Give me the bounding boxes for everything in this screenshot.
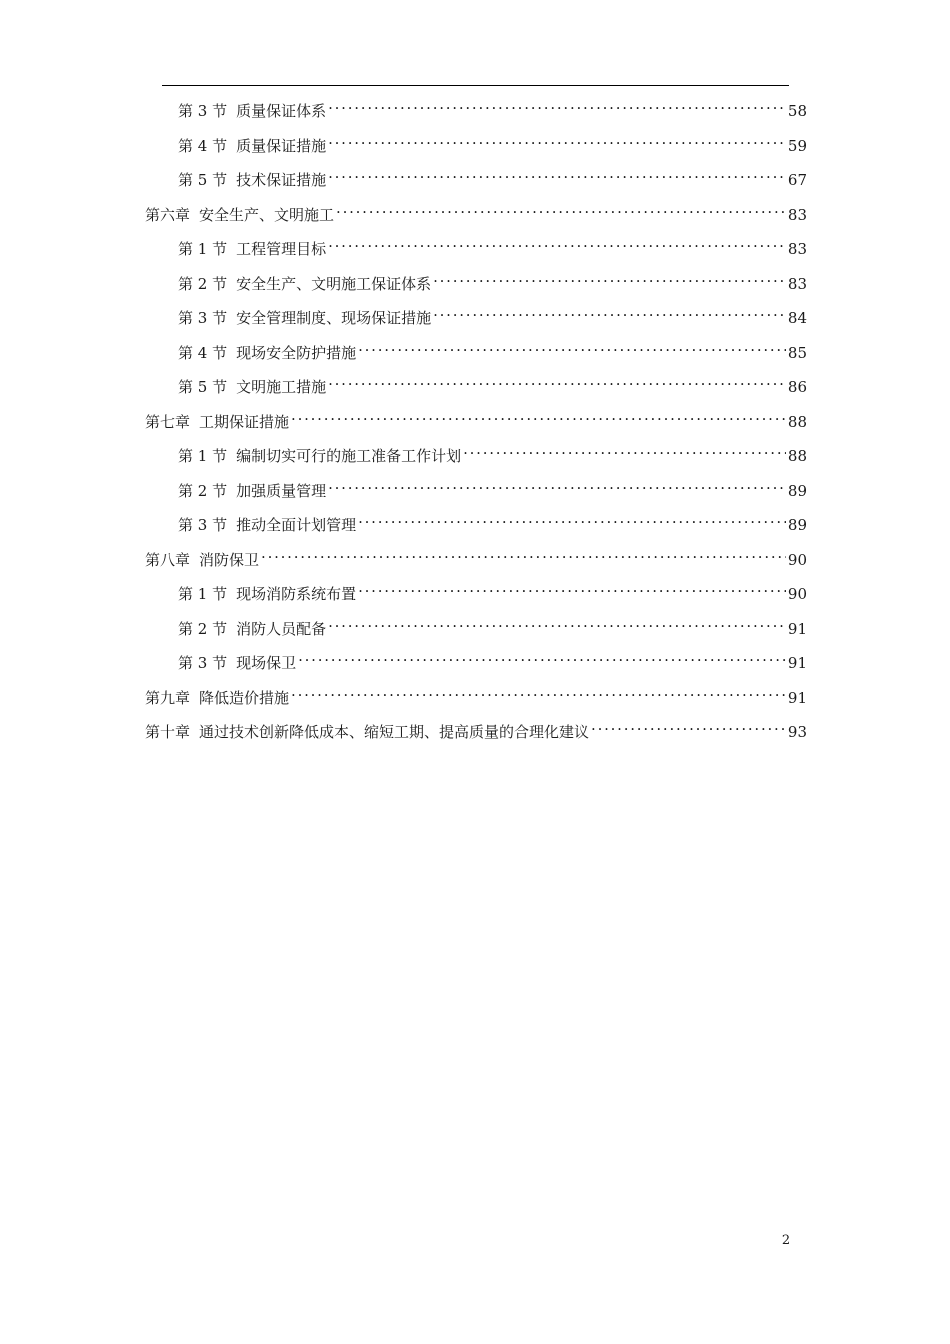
toc-dot-leader [326,368,786,392]
toc-dot-leader [334,196,786,220]
toc-section-entry[interactable] [178,644,807,672]
toc-entry-page: 83 [786,237,807,261]
toc-section-entry[interactable] [178,437,807,465]
toc-section-entry[interactable] [178,368,807,396]
toc-section-entry[interactable] [178,161,807,189]
toc-entry-title: 质量保证体系 [236,102,327,120]
toc-entry-page: 90 [786,548,807,572]
toc-entry-title: 降低造价措施 [199,688,290,707]
toc-entry-title: 安全生产、文明施工保证体系 [236,274,432,293]
toc-dot-leader [431,299,786,323]
toc-entry-number: 第 4 节 [178,343,228,362]
toc-entry-title: 安全管理制度、现场保证措施 [236,309,432,327]
toc-entry-page: 88 [786,444,807,468]
toc-entry-number: 第 1 节 [178,240,228,258]
toc-dot-leader [356,334,786,358]
toc-section-entry[interactable] [178,610,807,638]
toc-section-entry[interactable] [178,299,807,327]
toc-dot-leader [296,644,786,668]
toc-entry-page: 91 [786,686,807,710]
toc-dot-leader [326,92,786,116]
toc-entry-title: 安全生产、文明施工 [199,205,335,224]
toc-section-entry[interactable] [178,265,807,293]
toc-dot-leader [589,713,786,737]
toc-chapter-entry[interactable] [145,196,807,224]
toc-entry-number: 第 3 节 [178,654,228,672]
toc-entry-page: 89 [786,479,807,503]
toc-section-entry[interactable] [178,230,807,258]
toc-entry-title: 技术保证措施 [236,171,327,189]
toc-entry-title: 加强质量管理 [236,481,327,500]
toc-entry-number: 第八章 [145,550,191,569]
toc-entry-page: 89 [786,513,807,537]
toc-entry-number: 第 1 节 [178,585,228,603]
toc-entry-title: 工程管理目标 [236,240,327,258]
toc-entry-number: 第 3 节 [178,102,228,120]
toc-entry-page: 93 [786,720,807,744]
toc-section-entry[interactable] [178,472,807,500]
toc-entry-title: 文明施工措施 [236,378,327,396]
toc-dot-leader [326,230,786,254]
toc-chapter-entry[interactable] [145,679,807,707]
toc-section-entry[interactable] [178,92,807,120]
toc-entry-number: 第 2 节 [178,481,228,500]
toc-entry-title: 现场安全防护措施 [236,343,357,362]
toc-dot-leader [289,403,786,427]
toc-entry-page: 59 [786,134,807,158]
toc-entry-page: 84 [786,306,807,330]
toc-entry-page: 67 [786,168,807,192]
toc-dot-leader [356,575,786,599]
toc-entry-title: 消防保卫 [199,550,260,569]
toc-entry-title: 工期保证措施 [199,412,290,431]
toc-dot-leader [461,437,786,461]
toc-entry-page: 83 [786,272,807,296]
toc-entry-title: 质量保证措施 [236,136,327,155]
toc-entry-number: 第 2 节 [178,619,228,638]
toc-entry-number: 第 2 节 [178,274,228,293]
toc-entry-number: 第 5 节 [178,171,228,189]
toc-entry-page: 91 [786,651,807,675]
toc-entry-title: 编制切实可行的施工准备工作计划 [236,447,462,465]
toc-dot-leader [259,541,786,565]
toc-entry-page: 88 [786,410,807,434]
header-rule [162,85,789,86]
toc-section-entry[interactable] [178,575,807,603]
toc-entry-number: 第 3 节 [178,516,228,534]
toc-entry-title: 消防人员配备 [236,619,327,638]
toc-entry-number: 第六章 [145,205,191,224]
toc-section-entry[interactable] [178,334,807,362]
toc-dot-leader [326,161,786,185]
toc-entry-page: 83 [786,203,807,227]
toc-entry-page: 85 [786,341,807,365]
toc-entry-page: 58 [786,99,807,123]
toc-dot-leader [326,127,786,151]
toc-entry-number: 第 4 节 [178,136,228,155]
toc-entry-number: 第十章 [145,723,191,741]
toc-entry-number: 第 5 节 [178,378,228,396]
toc-entry-page: 90 [786,582,807,606]
toc-section-entry[interactable] [178,506,807,534]
toc-chapter-entry[interactable] [145,403,807,431]
toc-entry-number: 第七章 [145,412,191,431]
toc-entry-title: 现场消防系统布置 [236,585,357,603]
toc-entry-number: 第 1 节 [178,447,228,465]
toc-dot-leader [289,679,786,703]
toc-entry-title: 推动全面计划管理 [236,516,357,534]
toc-entry-page: 86 [786,375,807,399]
toc-entry-title: 通过技术创新降低成本、缩短工期、提高质量的合理化建议 [199,723,590,741]
toc-entry-number: 第九章 [145,688,191,707]
page-number: 2 [781,1233,791,1248]
toc-chapter-entry[interactable] [145,713,807,741]
toc-entry-page: 91 [786,617,807,641]
toc-dot-leader [326,472,786,496]
toc-chapter-entry[interactable] [145,541,807,569]
toc-entry-number: 第 3 节 [178,309,228,327]
toc-section-entry[interactable] [178,127,807,155]
toc-dot-leader [326,610,786,634]
toc-dot-leader [356,506,786,530]
toc-entry-title: 现场保卫 [236,654,297,672]
toc-dot-leader [431,265,786,289]
